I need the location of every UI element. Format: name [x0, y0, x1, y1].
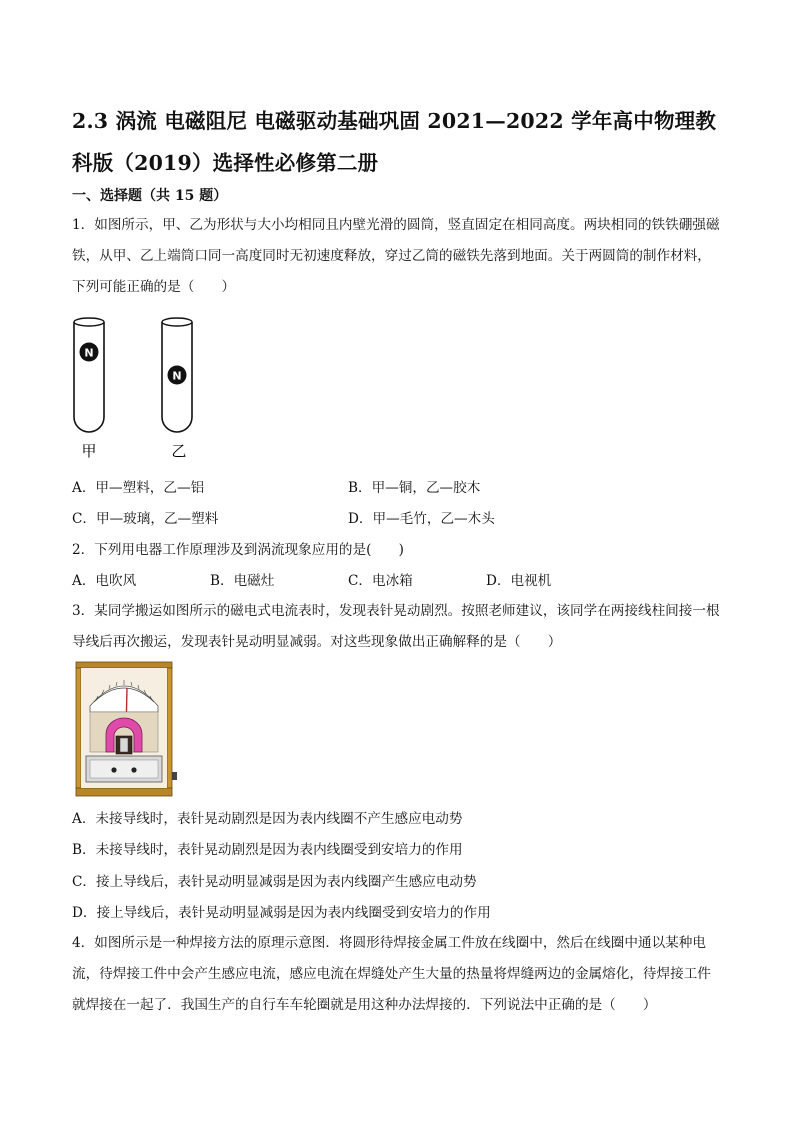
q3-option-a: A．未接导线时，表针晃动剧烈是因为表内线圈不产生感应电动势	[72, 811, 463, 827]
q1-tubes-figure	[62, 312, 212, 464]
q3-option-c: C．接上导线后，表针晃动明显减弱是因为表内线圈产生感应电动势	[72, 874, 477, 890]
tube-label-jia: 甲	[81, 442, 97, 460]
q3-ammeter-figure	[74, 660, 182, 800]
question-2-stem: 2．下列用电器工作原理涉及到涡流现象应用的是( )	[72, 542, 404, 558]
q2-option-a: A．电吹风	[72, 573, 137, 589]
q2-option-b: B．电磁灶	[210, 573, 275, 589]
tube-jia	[74, 318, 104, 432]
q3-option-b: B．未接导线时，表针晃动剧烈是因为表内线圈受到安培力的作用	[72, 842, 463, 858]
q1-option-a: A．甲—塑料，乙—铝	[72, 480, 205, 496]
q2-option-d: D．电视机	[486, 573, 552, 589]
document-title: 2.3 涡流 电磁阻尼 电磁驱动基础巩固 2021—2022 学年高中物理教科版（2019）选择性必修第二册	[72, 109, 717, 175]
question-3-stem: 3．某同学搬运如图所示的磁电式电流表时，发现表针晃动剧烈。按照老师建议，该同学在两接线柱间接一根导线后再次搬运，发现表针晃动明显减弱。对这些现象做出正确解释的是（ ）	[72, 603, 720, 650]
magnet-n-label-1: N	[84, 346, 94, 360]
section-heading: 一、选择题（共 15 题）	[72, 188, 228, 204]
tube-yi	[162, 318, 192, 432]
q1-option-d: D．甲—毛竹，乙—木头	[348, 511, 495, 527]
q3-option-d: D．接上导线后，表针晃动明显减弱是因为表内线圈受到安培力的作用	[72, 905, 491, 921]
question-4-stem: 4．如图所示是一种焊接方法的原理示意图．将圆形待焊接金属工件放在线圈中，然后在线圈中通以某种电流，待焊接工件中会产生感应电流，感应电流在焊缝处产生大量的热量将焊缝两边的金属熔化，待焊接工件就焊接在一起了．我国生产的自行车车轮圈就是用这种办法焊接的．下列说法中正确的是（ ）	[72, 935, 711, 1013]
q1-option-b: B．甲—铜，乙—胶木	[348, 480, 481, 496]
question-1-stem: 1．如图所示，甲、乙为形状与大小均相同且内壁光滑的圆筒，竖直固定在相同高度。两块相同的铁铁硼强磁铁，从甲、乙上端筒口同一高度同时无初速度释放，穿过乙筒的磁铁先落到地面。关于两圆筒的制作材料，下列可能正确的是（ ）	[72, 217, 720, 295]
tube-label-yi: 乙	[171, 442, 187, 460]
q2-option-c: C．电冰箱	[348, 573, 413, 589]
magnet-n-label-2: N	[172, 369, 182, 383]
q1-option-c: C．甲—玻璃，乙—塑料	[72, 511, 219, 527]
